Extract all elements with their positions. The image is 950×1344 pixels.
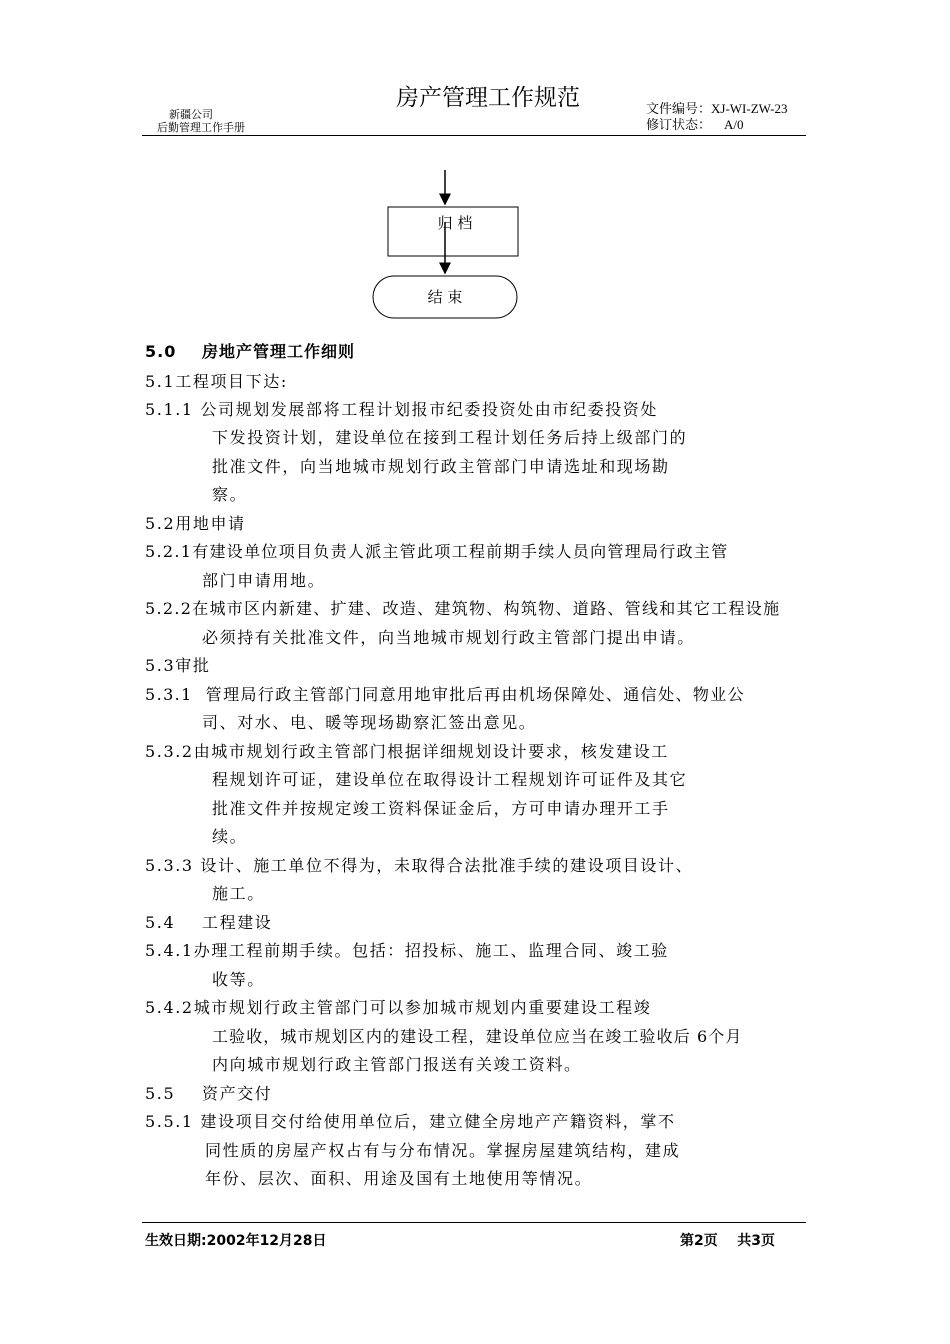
- text-line: 工验收，城市规划区内的建设工程，建设单位应当在竣工验收后 6个月: [212, 1027, 743, 1046]
- text-line: 5.4 工程建设: [145, 913, 273, 932]
- flowchart: [370, 168, 530, 324]
- text-line: 5.1工程项目下达:: [145, 372, 288, 391]
- text-line: 5.1.1 公司规划发展部将工程计划报市纪委投资处由市纪委投资处: [145, 400, 658, 419]
- text-line: 程规划许可证，建设单位在取得设计工程规划许可证件及其它: [212, 770, 688, 789]
- text-line: 部门申请用地。: [202, 571, 326, 590]
- revision-status: 修订状态： A/0: [646, 117, 744, 132]
- text-line: 5.3审批: [145, 656, 211, 675]
- document-number: 文件编号：XJ-WI-ZW-23: [646, 101, 788, 116]
- end-label: 结 束: [427, 288, 463, 306]
- text-line: 5.2用地申请: [145, 514, 246, 533]
- text-line: 下发投资计划，建设单位在接到工程计划任务后持上级部门的: [212, 428, 688, 447]
- text-line: 5.3.1 管理局行政主管部门同意用地审批后再由机场保障处、通信处、物业公: [145, 685, 746, 704]
- text-line: 批准文件，向当地城市规划行政主管部门申请选址和现场勘: [212, 457, 670, 476]
- section-number: 5.0: [145, 342, 177, 361]
- text-line: 年份、层次、面积、用途及国有土地使用等情况。: [205, 1169, 593, 1188]
- footer-divider: [142, 1222, 806, 1223]
- effective-date: 生效日期:2002年12月28日: [145, 1233, 327, 1249]
- text-line: 施工。: [212, 884, 265, 903]
- text-line: 5.5.1 建设项目交付给使用单位后，建立健全房地产产籍资料，掌不: [145, 1112, 676, 1131]
- text-line: 批准文件并按规定竣工资料保证金后，方可申请办理开工手: [212, 799, 670, 818]
- text-line: 5.4.1办理工程前期手续。包括：招投标、施工、监理合同、竣工验: [145, 941, 669, 960]
- text-line: 必须持有关批准文件，向当地城市规划行政主管部门提出申请。: [202, 628, 695, 647]
- manual-name: 后勤管理工作手册: [157, 121, 245, 134]
- header-divider: [142, 135, 806, 136]
- text-line: 5.2.2在城市区内新建、扩建、改造、建筑物、构筑物、道路、管线和其它工程设施: [145, 599, 781, 618]
- text-line: 察。: [212, 485, 248, 504]
- text-line: 司、对水、电、暖等现场勘察汇签出意见。: [202, 713, 537, 732]
- page-title: 房产管理工作规范: [396, 85, 580, 111]
- text-line: 内向城市规划行政主管部门报送有关竣工资料。: [212, 1055, 582, 1074]
- archive-label: 归 档: [437, 214, 473, 232]
- text-line: 收等。: [212, 970, 265, 989]
- section-title: 房地产管理工作细则: [202, 342, 356, 361]
- text-line: 同性质的房屋产权占有与分布情况。掌握房屋建筑结构，建成: [205, 1141, 681, 1160]
- text-line: 5.4.2城市规划行政主管部门可以参加城市规划内重要建设工程竣: [145, 998, 652, 1017]
- page-info: 第2页 共3页: [680, 1233, 775, 1249]
- text-line: 5.3.2由城市规划行政主管部门根据详细规划设计要求，核发建设工: [145, 742, 669, 761]
- text-line: 5.3.3 设计、施工单位不得为，未取得合法批准手续的建设项目设计、: [145, 856, 694, 875]
- text-line: 5.2.1有建设单位项目负责人派主管此项工程前期手续人员向管理局行政主管: [145, 542, 729, 561]
- text-line: 续。: [212, 827, 248, 846]
- company-name: 新疆公司: [169, 108, 213, 121]
- text-line: 5.5 资产交付: [145, 1084, 273, 1103]
